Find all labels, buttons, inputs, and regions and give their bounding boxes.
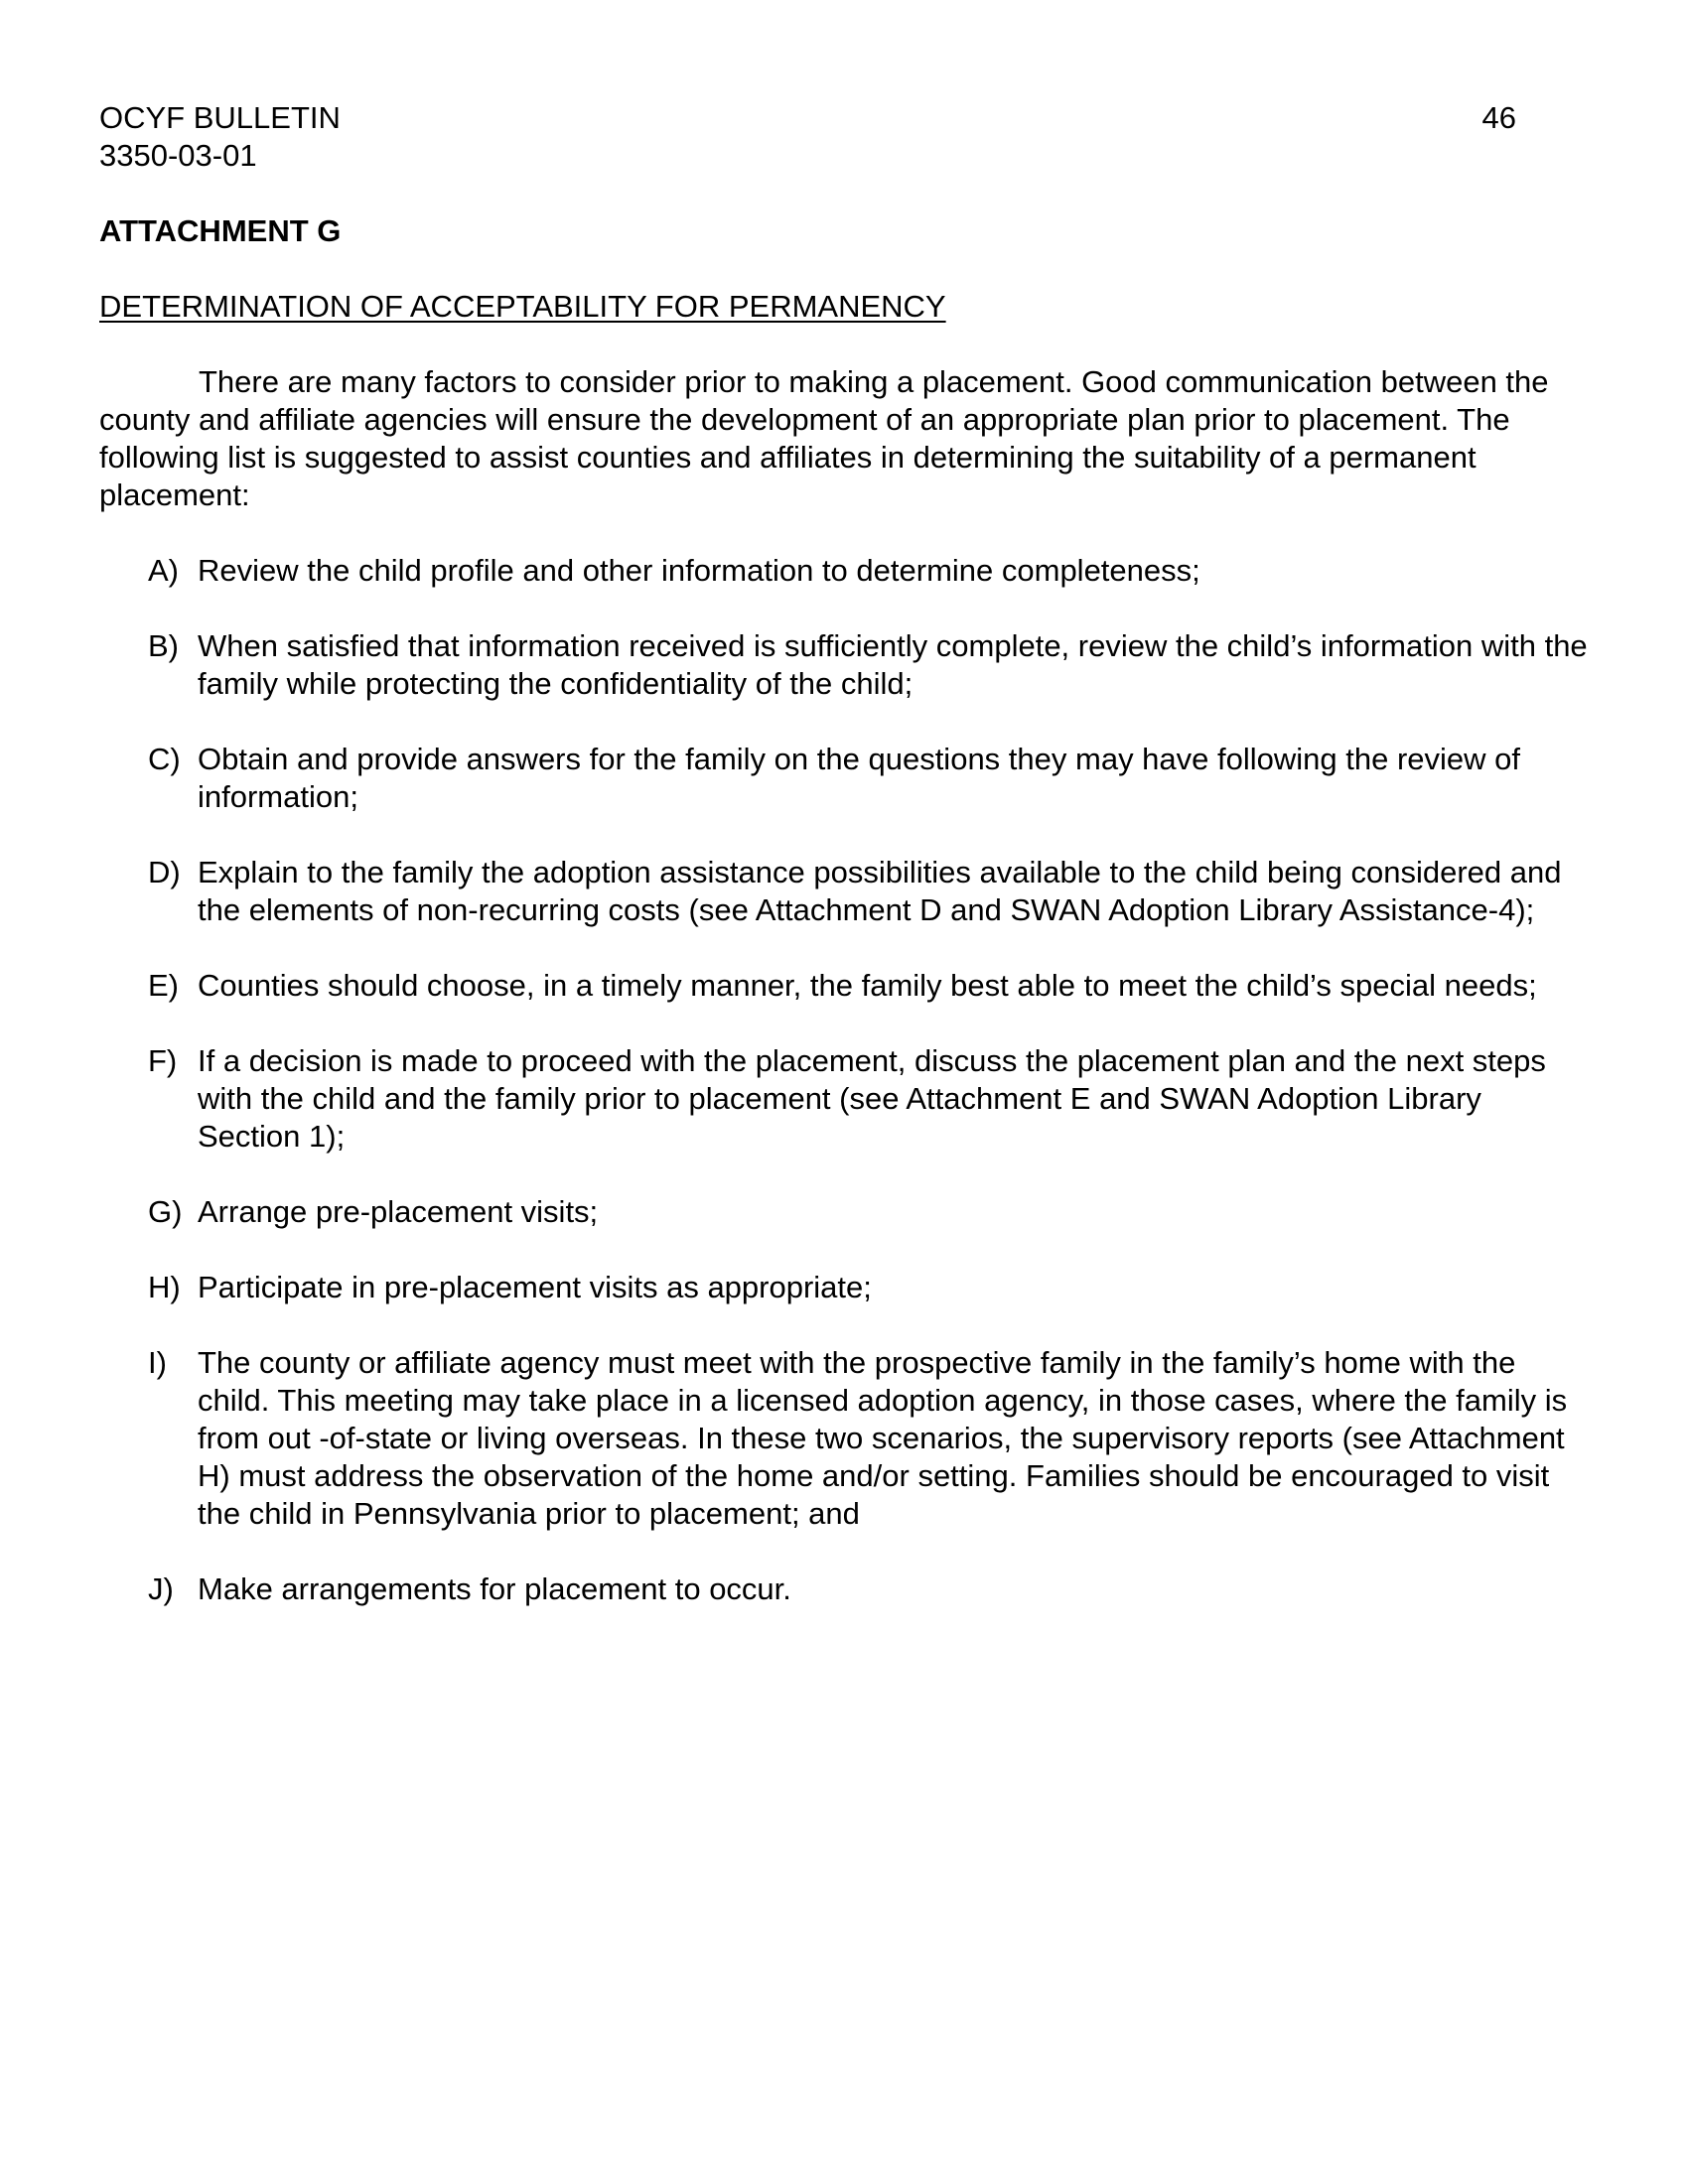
attachment-title: ATTACHMENT G [99,213,342,248]
list-item-h [0,1269,1688,1306]
list-item-f [0,1042,1688,1156]
bulletin-label: OCYF BULLETIN [99,100,341,135]
list-item-a [0,552,1688,590]
list-marker: H) [148,1270,181,1304]
list-item-g [0,1193,1688,1231]
list-item-i [0,1344,1688,1533]
list-item-text: Arrange pre-placement visits; [198,1194,599,1229]
list-item-text: If a decision is made to proceed with the placement, discuss the placement plan and the next steps with the child and the family prior to placement (see Attachment E and SWAN Adoption Library Section 1); [198,1043,1546,1154]
list-item-text: Review the child profile and other information to determine completeness; [198,553,1200,588]
list-item-text: When satisfied that information received is sufficiently complete, review the child’s information with the family while protecting the confidentiality of the child; [198,628,1588,701]
bulletin-header [99,99,341,175]
list-item-d [0,854,1688,929]
list-item-c [0,741,1688,816]
list-item-text: Obtain and provide answers for the family on the questions they may have following the review of information; [198,742,1521,814]
list-item-text: Counties should choose, in a timely manner, the family best able to meet the child’s special needs; [198,968,1537,1003]
list-item-b [0,627,1688,703]
list-item-j [0,1570,1688,1608]
criteria-list [0,552,1688,1646]
intro-paragraph: There are many factors to consider prior to making a placement. Good communication between the county and affiliate agencies will ensure the development of an appropriate plan prior to placement. The following list is suggested to assist counties and affiliates in determining the suitability of a permanent placement: [99,364,1549,512]
page-number: 46 [1481,100,1516,135]
list-marker: D) [148,855,181,889]
list-item-text: Make arrangements for placement to occur. [198,1571,791,1606]
list-marker: C) [148,742,181,776]
bulletin-number: 3350-03-01 [99,138,257,173]
list-item-text: The county or affiliate agency must meet with the prospective family in the family’s home with the child. This meeting may take place in a licensed adoption agency, in those cases, where the family is from out -of-state or living overseas. In these two scenarios, the supervisory reports (see Attachment H) must address the observation of the home and/or setting. Families should be encouraged to visit the child in Pennsylvania prior to placement; and [198,1345,1568,1531]
list-marker: G) [148,1194,183,1229]
list-marker: F) [148,1043,178,1078]
list-marker: A) [148,553,179,588]
list-marker: J) [148,1571,174,1606]
list-marker: I) [148,1345,167,1380]
list-item-e [0,967,1688,1005]
list-marker: B) [148,628,179,663]
list-item-text: Explain to the family the adoption assistance possibilities available to the child being considered and the elements of non-recurring costs (see Attachment D and SWAN Adoption Library Assistance-4); [198,855,1562,927]
list-marker: E) [148,968,179,1003]
section-heading: DETERMINATION OF ACCEPTABILITY FOR PERMANENCY [99,289,946,324]
list-item-text: Participate in pre-placement visits as appropriate; [198,1270,872,1304]
